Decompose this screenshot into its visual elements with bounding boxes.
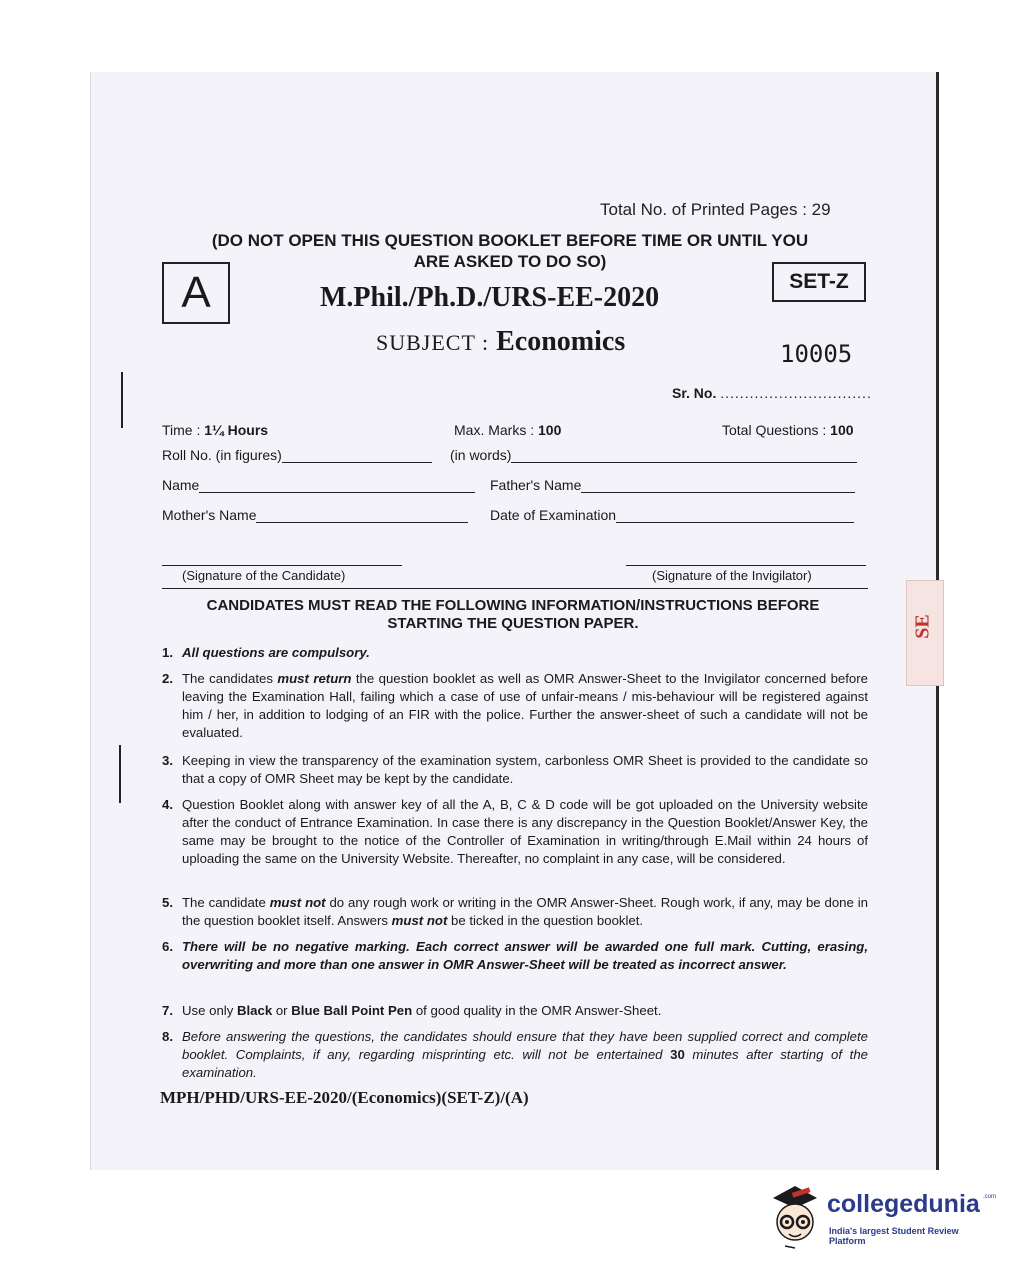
instruction-text-part: Keeping in view the transparency of the examination system, carbonless OMR Sheet is provided to the candidate so that a copy of OMR Sheet may be kept by the candidate. <box>182 753 868 786</box>
instruction-text-part: the question booklet as well as OMR Answer-Sheet to the Invigilator concerned before leaving the Examination Hall, failing which a case of use of unfair-means / mis-behaviour will be registered against him / her, in addition to lodging of an FIR with the police. Further the answer-sheet of such a candidate will not be evaluated. <box>182 671 868 740</box>
candidate-signature-line <box>162 565 402 566</box>
instruction-text-part: Before answering the questions, the candidates should ensure that they have been supplied correct and complete booklet. Complaints, if any, regarding misprinting etc. will not be entertained <box>182 1029 868 1062</box>
instruction-item <box>162 1028 868 1082</box>
instruction-text <box>182 796 868 868</box>
booklet-code-box: A <box>162 262 230 324</box>
instruction-text-part: The candidates <box>182 671 278 686</box>
roll-words-field <box>450 447 857 463</box>
instruction-item <box>162 894 868 930</box>
margin-mark <box>121 372 123 428</box>
exam-title: M.Phil./Ph.D./URS-EE-2020 <box>320 282 660 313</box>
instruction-text-part: or <box>272 1003 292 1018</box>
instruction-item <box>162 938 868 974</box>
fathers-name-line <box>581 478 855 493</box>
subject-line <box>376 326 625 358</box>
instruction-text <box>182 1028 868 1082</box>
candidate-signature-label: (Signature of the Candidate) <box>182 568 346 583</box>
instruction-text <box>182 752 868 788</box>
instruction-text <box>182 670 868 742</box>
roll-words-line <box>511 448 857 463</box>
instruction-text-part: All questions are compulsory. <box>182 645 370 660</box>
logo-tagline: India's largest Student Review Platform <box>829 1226 959 1246</box>
total-questions-label: Total Questions : <box>722 422 831 438</box>
mothers-name-line <box>256 508 468 523</box>
instruction-text-part: of good quality in the OMR Answer-Sheet. <box>412 1003 662 1018</box>
instruction-item <box>162 1002 868 1020</box>
instructions-heading-line: CANDIDATES MUST READ THE FOLLOWING INFORMATION/INSTRUCTIONS BEFORE <box>206 597 820 614</box>
mascot-icon <box>765 1182 825 1252</box>
name-line <box>199 478 475 493</box>
total-questions-field <box>722 422 854 438</box>
instruction-text <box>182 644 868 662</box>
instruction-text-part: 30 <box>670 1047 685 1062</box>
warning-line: (DO NOT OPEN THIS QUESTION BOOKLET BEFORE TIME OR UNTIL YOU <box>211 231 809 250</box>
logo-suffix: .com <box>983 1194 997 1200</box>
instruction-item <box>162 644 868 662</box>
instruction-text-part: be ticked in the question booklet. <box>447 913 644 928</box>
collegedunia-logo <box>765 1182 995 1262</box>
instruction-item <box>162 670 868 742</box>
instruction-text <box>182 894 868 930</box>
name-field <box>162 477 475 493</box>
invigilator-signature-label: (Signature of the Invigilator) <box>652 568 812 583</box>
instruction-text-part: must return <box>277 671 352 686</box>
instruction-text-part: must not <box>269 895 326 910</box>
logo-name: collegedunia <box>827 1190 980 1218</box>
warning-line: ARE ASKED TO DO SO) <box>413 252 607 271</box>
max-marks-field <box>454 422 561 438</box>
instruction-text <box>182 1002 868 1020</box>
divider <box>162 588 868 589</box>
date-of-exam-line <box>616 508 854 523</box>
time-label: Time : <box>162 422 205 438</box>
instruction-number: 7. <box>162 1003 173 1018</box>
time-value: 1¼ Hours <box>204 422 269 438</box>
instruction-text-part: minutes after starting of the examination. <box>182 1047 868 1080</box>
instruction-text-part: There will be no negative marking. Each correct answer will be awarded one full mark. Cutting, erasing, overwriting and more than one answer in OMR Answer-Sheet will be treated as incorrect answer. <box>182 939 868 972</box>
time-field <box>162 422 268 438</box>
instruction-number: 2. <box>162 671 173 686</box>
sr-no <box>672 385 872 401</box>
date-of-exam-label: Date of Examination <box>490 507 617 523</box>
fathers-name-label: Father's Name <box>490 477 582 493</box>
max-marks-label: Max. Marks : <box>454 422 539 438</box>
total-pages: Total No. of Printed Pages : 29 <box>600 200 831 219</box>
instruction-number: 8. <box>162 1029 173 1044</box>
instruction-item <box>162 752 868 788</box>
instructions-heading <box>160 597 866 633</box>
max-marks-value: 100 <box>538 422 562 438</box>
set-box: SET-Z <box>772 262 866 302</box>
sr-no-label: Sr. No. <box>672 385 717 401</box>
instruction-number: 4. <box>162 797 173 812</box>
instruction-text-part: do any rough work or writing in the OMR Answer-Sheet. Rough work, if any, may be done in the question booklet itself. Answers <box>182 895 868 928</box>
roll-figures-label: Roll No. (in figures) <box>162 447 282 463</box>
total-questions-value: 100 <box>830 422 854 438</box>
footer-code: MPH/PHD/URS-EE-2020/(Economics)(SET-Z)/(A) <box>160 1088 529 1107</box>
instruction-text-part: Use only <box>182 1003 237 1018</box>
mothers-name-label: Mother's Name <box>162 507 257 523</box>
subject-label: SUBJECT : <box>376 330 490 355</box>
warning-text <box>160 230 860 272</box>
instruction-text <box>182 938 868 974</box>
name-label: Name <box>162 477 200 493</box>
margin-mark <box>119 745 121 803</box>
side-sticker-text: SE <box>911 614 934 639</box>
instruction-text-part: Blue Ball Point Pen <box>291 1003 413 1018</box>
instruction-number: 3. <box>162 753 173 768</box>
side-sticker <box>906 580 944 686</box>
instructions-heading-line: STARTING THE QUESTION PAPER. <box>387 615 639 632</box>
serial-number: 10005 <box>780 340 853 368</box>
instruction-item <box>162 796 868 868</box>
invigilator-signature-line <box>626 565 866 566</box>
mothers-name-field <box>162 507 468 523</box>
fathers-name-field <box>490 477 855 493</box>
subject-value: Economics <box>496 326 626 357</box>
instruction-number: 5. <box>162 895 173 910</box>
sr-no-dots: ............................... <box>720 385 872 401</box>
roll-figures-field <box>162 447 432 463</box>
instruction-number: 1. <box>162 645 173 660</box>
instruction-text-part: must not <box>391 913 448 928</box>
instruction-text-part: Black <box>236 1003 273 1018</box>
instruction-text-part: Question Booklet along with answer key of all the A, B, C & D code will be got uploaded on the University website after the conduct of Entrance Examination. In case there is any discrepancy in the Question Booklet/Answer Key, the same may be brought to the notice of the Controller of Examination in writing/through E.Mail within 24 hours of uploading the same on the University Website. Thereafter, no complaint in any case, will be considered. <box>182 797 868 866</box>
roll-words-label: (in words) <box>450 447 512 463</box>
instruction-text-part: The candidate <box>182 895 270 910</box>
date-of-exam-field <box>490 507 854 523</box>
roll-figures-line <box>282 448 432 463</box>
instruction-number: 6. <box>162 939 173 954</box>
